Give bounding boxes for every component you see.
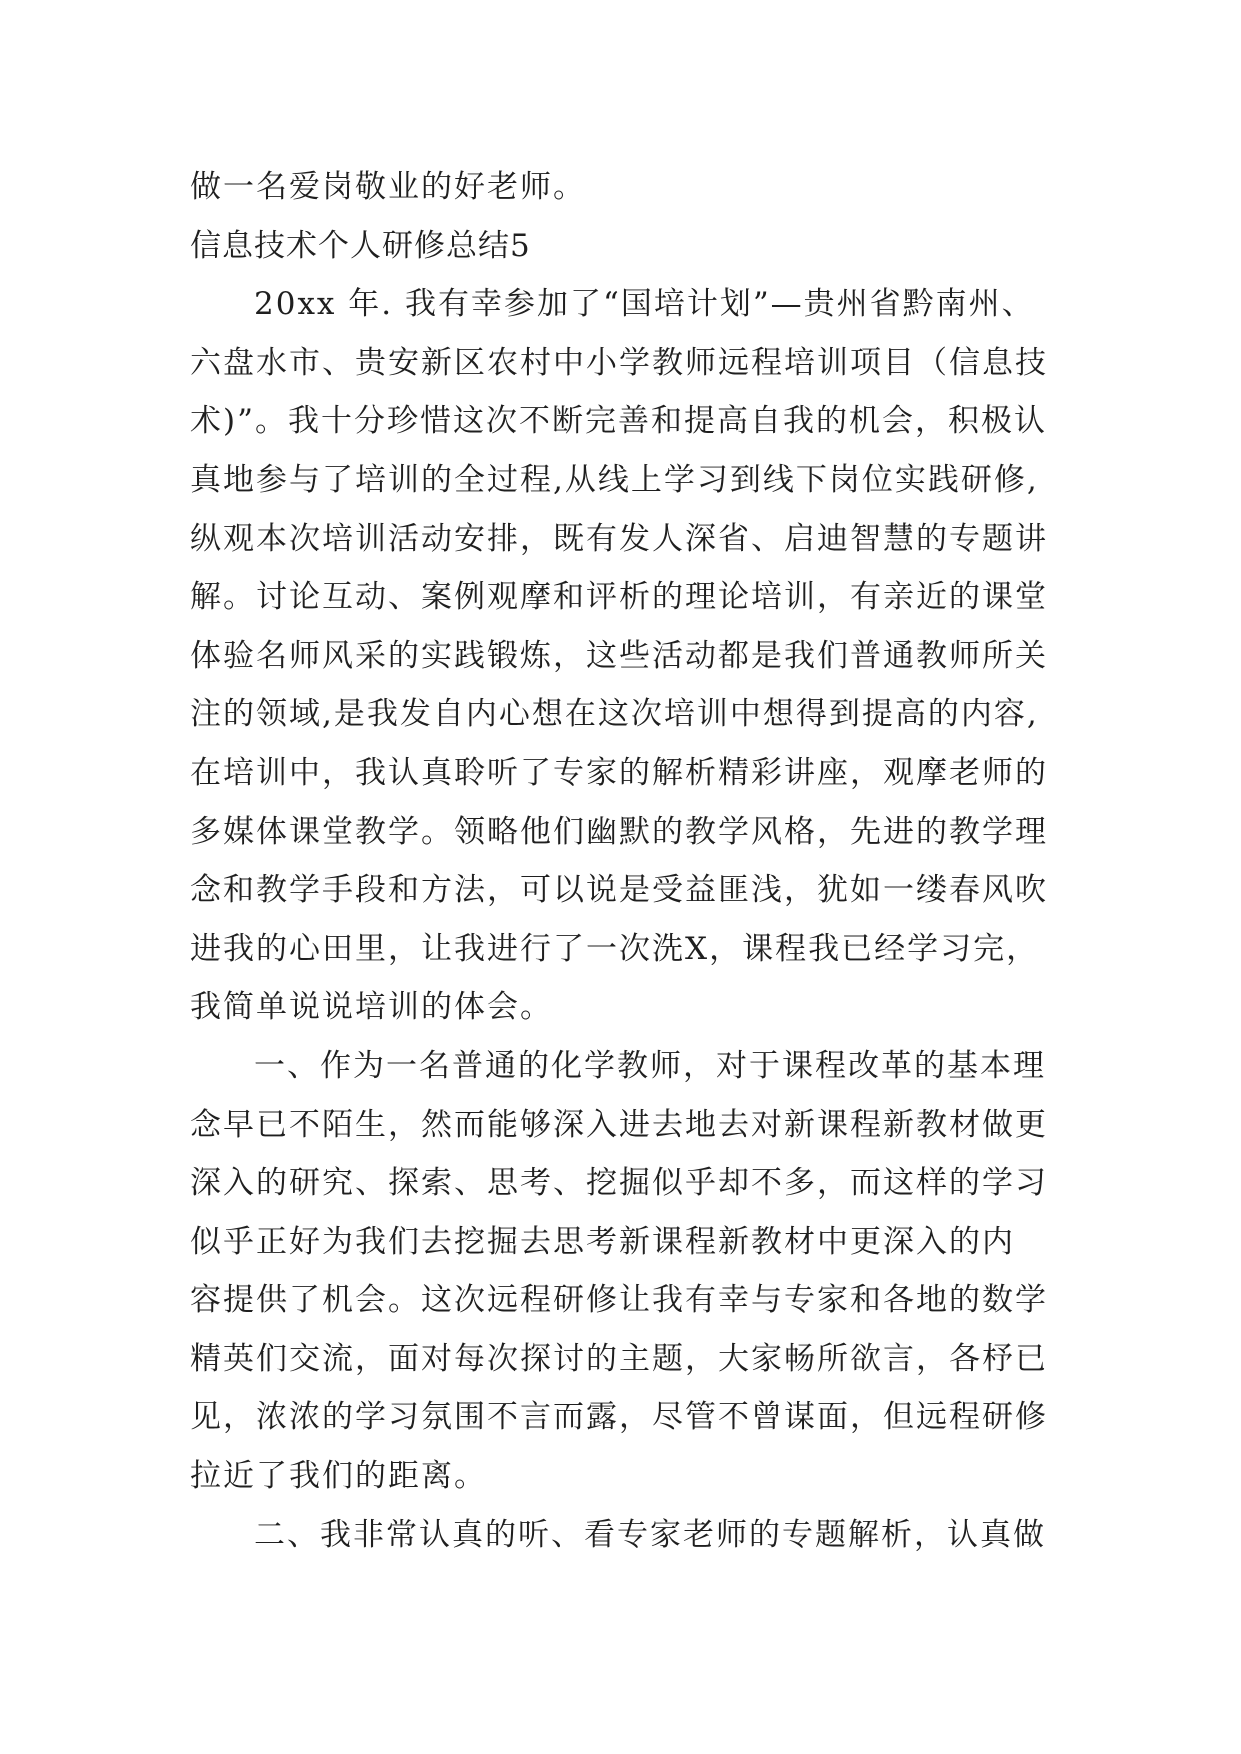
paragraph-line: 我简单说说培训的体会。 — [190, 989, 553, 1026]
paragraph-line: 多媒体课堂教学。领略他们幽默的教学风格，先进的教学理 — [190, 813, 1048, 850]
paragraph-line: 进我的心田里，让我进行了一次洗X，课程我已经学习完， — [190, 930, 1040, 967]
section-title: 信息技术个人研修总结5 — [190, 227, 531, 264]
paragraph-line: 术)”。我十分珍惜这次不断完善和提高自我的机会，积极认 — [190, 403, 1047, 440]
paragraph-line: 深入的研究、探索、思考、挖掘似乎却不多，而这样的学习 — [190, 1165, 1048, 1202]
paragraph-line: 体验名师风采的实践锻炼，这些活动都是我们普通教师所关 — [190, 637, 1048, 674]
document-body — [190, 158, 1070, 1564]
paragraph-line: 二、我非常认真的听、看专家老师的专题解析，认真做 — [254, 1516, 1046, 1553]
paragraph-line: 见，浓浓的学习氛围不言而露，尽管不曾谋面，但远程研修 — [190, 1399, 1048, 1436]
paragraph-line: 似乎正好为我们去挖掘去思考新课程新教材中更深入的内 — [190, 1223, 1015, 1260]
paragraph-line: 一、作为一名普通的化学教师，对于课程改革的基本理 — [254, 1047, 1046, 1084]
paragraph-line: 六盘水市、贵安新区农村中小学教师远程培训项目（信息技 — [190, 344, 1048, 381]
paragraph-line: 纵观本次培训活动安排，既有发人深省、启迪智慧的专题讲 — [190, 520, 1048, 557]
paragraph-line: 精英们交流，面对每次探讨的主题，大家畅所欲言，各杼已 — [190, 1340, 1048, 1377]
paragraph-line: 念和教学手段和方法，可以说是受益匪浅，犹如一缕春风吹 — [190, 872, 1048, 909]
paragraph-3 — [190, 1506, 1070, 1565]
paragraph-line: 20xx 年. 我有幸参加了“国培计划”—贵州省黔南州、 — [254, 286, 1035, 323]
paragraph-line: 在培训中，我认真聆听了专家的解析精彩讲座，观摩老师的 — [190, 754, 1048, 791]
paragraph-1 — [190, 275, 1070, 1037]
paragraph-line: 拉近了我们的距离。 — [190, 1458, 487, 1495]
paragraph-line: 真地参与了培训的全过程,从线上学习到线下岗位实践研修, — [190, 461, 1039, 498]
paragraph-line: 容提供了机会。这次远程研修让我有幸与专家和各地的数学 — [190, 1282, 1048, 1319]
paragraph-line: 解。讨论互动、案例观摩和评析的理论培训，有亲近的课堂 — [190, 579, 1048, 616]
paragraph-2 — [190, 1037, 1070, 1506]
intro-line: 做一名爱岗敬业的好老师。 — [190, 169, 586, 205]
paragraph-line: 注的领域,是我发自内心想在这次培训中想得到提高的内容, — [190, 696, 1039, 733]
paragraph-line: 念早已不陌生，然而能够深入进去地去对新课程新教材做更 — [190, 1106, 1048, 1143]
